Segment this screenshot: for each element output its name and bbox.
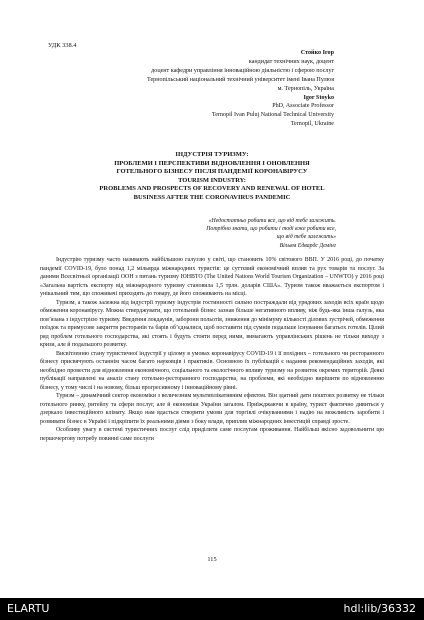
epigraph bbox=[116, 217, 336, 250]
epigraph-line: що від тебе залежить» bbox=[276, 234, 336, 241]
body-paragraph: Туризм, а також залежна від індустрії туризму індустрія гостинності сильно постраждали від урядових заходів всіх країн щодо обмеження коронавірусу. Можна стверджувати, що готельний бізнес зазнав більше негативного впливу, ніж будь-яка інша галузь, яка пов’язана з індустрією туризму. Введення локдаунів, заборони польотів, зниження до мінімуму кількості ділових зустрічей, обмеження поїздок та примусове закриття ресторанів та барів об’єдналися, щоб поставити під сумнів подальше існування багатьох готелів. Цілий ряд проблем готельного господарства, які стоять і будуть стояти перед ними, вимагають управлінських рішень не тільки виходу з кризи, але й подальшого розвитку. bbox=[40, 299, 384, 348]
author-line: доцент кафедри управління інноваційною діяльністю і сферою послуг bbox=[151, 67, 334, 74]
author-line: м. Тернопіль, Україна bbox=[277, 85, 334, 92]
author-name: Igor Stoyko bbox=[303, 94, 334, 101]
article-body bbox=[40, 256, 384, 443]
epigraph-line: «Недостатньо робити все, що від тебе залежить. bbox=[208, 218, 336, 224]
author-line: Тернопільський національний технічний університет імені Івана Пулюя bbox=[146, 76, 334, 83]
title-line: TOURISM INDUSTRY: bbox=[178, 176, 246, 184]
body-paragraph: Особливу увагу в системі туристичних послуг слід приділити саме послугам проживання. Найбільш якісно задовольнити цю першочергову потребу повинні саме послуги bbox=[40, 427, 384, 442]
article-title bbox=[44, 151, 380, 202]
epigraph-author: Вільям Едвардс Демінг bbox=[279, 242, 336, 249]
body-paragraph: Висвітленню стану туристичної індустрії у цілому в умовах коронавірусу COVID-19 і її похідних – готельного чи ресторанного бізнесу присвячують останнім часом багато науковців і практиків. Основною їх публікацій є надання рекомендаційних заходів, які необхідно провести для відновлення економічного, соціального та екологічного впливу туризму на розвиток окремих територій. Деякі публікації направлені на аналіз стану готельно-ресторанного господарства, на проблеми, які необхідно вирішити по відновленню бізнесу, у тому числі і на новому, більш прогресивному і інноваційному рівні. bbox=[40, 350, 384, 391]
title-line: ІНДУСТРІЯ ТУРИЗМУ: bbox=[175, 151, 249, 158]
page-number: 115 bbox=[207, 556, 217, 563]
body-paragraph: Індустрію туризму часто називають найбільшою галуззю у світі, що становить 10% світового ВВП. У 2016 році, до початку пандемії COVID-19, було понад 1,2 мільярда міжнародних туристів: це суттєвий економічний вплив та рух товарів та послуг. За даними Всесвітньої організації ООН з питань туризму ЮНВТО (The United Nations World Tourism Organization – UNWTO) у 2016 році «Загальна вартість експорту від міжнародного туризму становила 1,5 трлн. доларів США». Туризм також вважається експортом і унікальний тим, що споживачі приходять до товару, де його споживають на місці. bbox=[40, 257, 384, 297]
body-paragraph: Туризм – динамічний сектор економіки з величезним мультиплікативним ефектом. Він здатний дати поштовх розвитку не тільки готельного ринку, ритейлу та сфери послуг, але й економіки України загалом. Приїжджаючи в країну, турист фактично дивиться у дзеркало інвестиційного клімату. Якщо нам вдасться створити умови для торгівлі очікуваннями і надію на можливість заробити і розвивати бізнес в Україні і підкріпити їх реальними діями з боку влади, приплив міжнародних інвестицій справді зросте. bbox=[40, 393, 384, 425]
author-block bbox=[34, 49, 334, 129]
author-line: PhD, Associate Professor bbox=[272, 103, 334, 110]
title-line: PROBLEMS AND PROSPECTS OF RECOVERY AND RENEWAL OF HOTEL bbox=[99, 185, 325, 192]
author-line: кандидат технічних наук, доцент bbox=[248, 58, 334, 65]
author-line: Ternopil, Ukraine bbox=[290, 121, 334, 128]
epigraph-line: Потрібно знати, що робити і тоді вже робити все, bbox=[206, 226, 336, 233]
title-line: ГОТЕЛЬНОГО БІЗНЕСУ ПІСЛЯ ПАНДЕМІЇ КОРОНАВІРУСУ bbox=[116, 168, 308, 175]
title-line: ПРОБЛЕМИ І ПЕРСПЕКТИВИ ВІДНОВЛЕННЯ І ОНОВЛЕННЯ bbox=[114, 159, 310, 167]
repository-label: ELARTU bbox=[7, 602, 50, 615]
udc-code: УДК 338.4 bbox=[48, 42, 77, 49]
author-line: Ternopil Ivan Puluj National Technical University bbox=[211, 112, 334, 119]
handle-label: hdl:lib/36332 bbox=[343, 602, 416, 615]
title-line: BUSINESS AFTER THE CORONAVIRUS PANDEMIC bbox=[133, 193, 291, 201]
author-name: Стойко Ігор bbox=[300, 50, 334, 56]
viewer-footer bbox=[0, 598, 424, 620]
